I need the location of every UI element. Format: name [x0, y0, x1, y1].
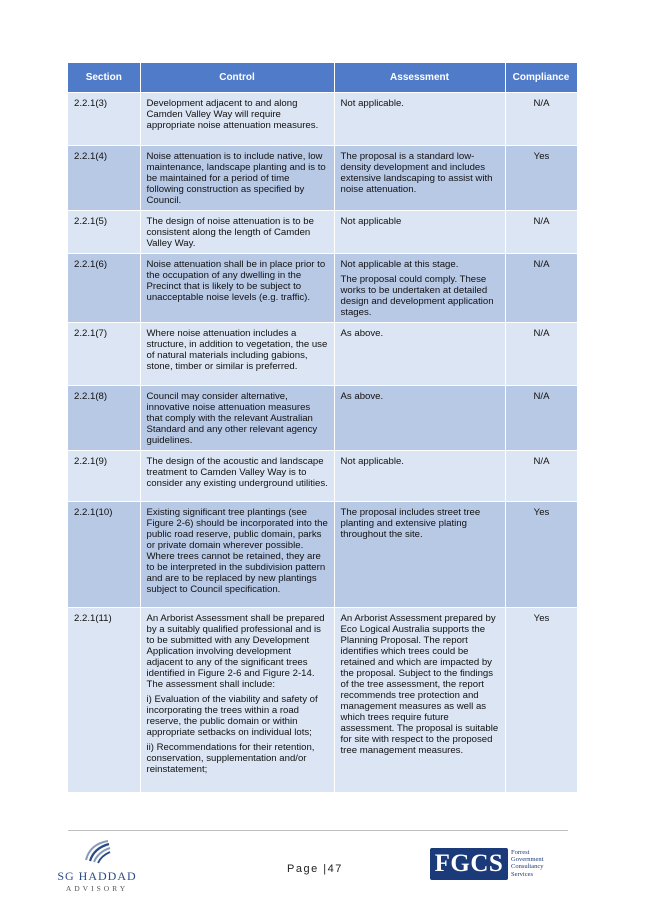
cell-control: [140, 254, 334, 323]
cell-section: 2.2.1(6): [68, 254, 140, 323]
cell-control: [140, 93, 334, 146]
cell-compliance: N/A: [505, 323, 577, 386]
cell-section: 2.2.1(3): [68, 93, 140, 146]
cell-section: 2.2.1(4): [68, 146, 140, 211]
table-row: [68, 451, 577, 502]
cell-control: [140, 146, 334, 211]
cell-assessment-paragraph: Not applicable: [340, 216, 402, 227]
cell-compliance: N/A: [505, 211, 577, 254]
header-compliance: Compliance: [505, 63, 577, 93]
cell-assessment-paragraph: The proposal could comply. These works to be undertaken at detailed design and development application stages.: [340, 274, 494, 318]
table-row: [68, 608, 577, 792]
fgcs-line: Services: [511, 870, 534, 878]
sg-haddad-name: SG HADDAD: [57, 869, 137, 883]
table-row: [68, 323, 577, 386]
cell-control: [140, 451, 334, 502]
cell-assessment-paragraph: The proposal is a standard low-density development and includes extensive landscaping to assist with noise attenuation.: [340, 151, 493, 195]
cell-control-paragraph: The design of the acoustic and landscape treatment to Camden Valley Way is to consider any existing underground utilities.: [146, 456, 328, 489]
footer-divider: [68, 830, 568, 831]
cell-compliance: N/A: [505, 254, 577, 323]
cell-control-paragraph: Council may consider alternative, innovative noise attenuation measures that comply with the relevant Australian Standard and any other relevant agency guidelines.: [146, 391, 318, 446]
cell-assessment: [334, 93, 505, 146]
cell-control: [140, 386, 334, 451]
cell-section: 2.2.1(7): [68, 323, 140, 386]
sg-haddad-emblem-icon: [82, 838, 112, 864]
table-row: [68, 211, 577, 254]
cell-assessment: [334, 386, 505, 451]
cell-assessment: [334, 323, 505, 386]
cell-assessment-paragraph: Not applicable.: [340, 456, 404, 467]
cell-control-paragraph: An Arborist Assessment shall be prepared by a suitably qualified professional and is to be submitted with any Development Application involving development adjacent to any of the significant trees identified in Figure 2-6 and Figure 2-14. The assessment shall include:: [146, 613, 325, 690]
fgcs-line: Forrest: [511, 849, 530, 856]
cell-control-paragraph: i) Evaluation of the viability and safety of incorporating the trees within a road reserve, the public domain or within appropriate setbacks on individual lots;: [146, 694, 318, 738]
cell-section: 2.2.1(5): [68, 211, 140, 254]
sg-haddad-logo: [52, 838, 142, 893]
header-control: Control: [140, 63, 334, 93]
sg-haddad-subtitle: ADVISORY: [65, 884, 129, 893]
table-row: [68, 386, 577, 451]
cell-compliance: Yes: [505, 502, 577, 608]
cell-compliance: N/A: [505, 386, 577, 451]
table-row: [68, 502, 577, 608]
cell-control-paragraph: Where noise attenuation includes a structure, in addition to vegetation, the use of natural materials including gabions, stone, timber or similar is preferred.: [146, 328, 328, 372]
cell-section: 2.2.1(11): [68, 608, 140, 792]
cell-assessment: [334, 254, 505, 323]
cell-assessment-paragraph: As above.: [340, 328, 384, 339]
cell-compliance: Yes: [505, 146, 577, 211]
table-row: [68, 146, 577, 211]
cell-assessment-paragraph: Not applicable at this stage.: [340, 259, 459, 270]
cell-control: [140, 502, 334, 608]
fgcs-line: Consultancy: [511, 863, 544, 871]
cell-control-paragraph: Noise attenuation shall be in place prior to the occupation of any dwelling in the Precinct that is likely to be subject to unacceptable noise levels (e.g. traffic).: [146, 259, 326, 303]
cell-compliance: N/A: [505, 451, 577, 502]
cell-assessment-paragraph: Not applicable.: [340, 98, 404, 109]
cell-compliance: N/A: [505, 93, 577, 146]
fgcs-acronym: FGCS: [430, 848, 508, 880]
cell-compliance: Yes: [505, 608, 577, 792]
page-number: Page |47: [287, 863, 343, 875]
cell-control-paragraph: ii) Recommendations for their retention, conservation, supplementation and/or reinstatement;: [146, 742, 315, 775]
table-header-row: [68, 63, 577, 93]
table-body: [68, 93, 577, 792]
table-row: [68, 93, 577, 146]
cell-control-paragraph: Development adjacent to and along Camden Valley Way will require appropriate noise attenuation measures.: [146, 98, 319, 131]
compliance-table: [68, 63, 578, 792]
cell-control-paragraph: The design of noise attenuation is to be consistent along the length of Camden Valley Way.: [146, 216, 314, 249]
cell-control: [140, 323, 334, 386]
cell-assessment-paragraph: The proposal includes street tree planting and extensive plating throughout the site.: [340, 507, 481, 540]
cell-assessment: [334, 451, 505, 502]
cell-assessment: [334, 502, 505, 608]
cell-assessment-paragraph: As above.: [340, 391, 384, 402]
cell-assessment: [334, 146, 505, 211]
cell-assessment-paragraph: An Arborist Assessment prepared by Eco Logical Australia supports the Planning Proposal. The report identifies which trees could be retained and which are impacted by the proposal. Subject to the findings of the tree assessment, the report recommends tree protection and management measures as well as which trees require future assessment. The proposal is suitable for site with respect to the proposed tree management measures.: [340, 613, 499, 756]
cell-section: 2.2.1(8): [68, 386, 140, 451]
fgcs-line: Government: [511, 856, 544, 864]
fgcs-fullname: [511, 849, 544, 878]
fgcs-logo: [430, 848, 568, 880]
header-section: Section: [68, 63, 140, 93]
cell-control-paragraph: Noise attenuation is to include native, low maintenance, landscape planting and is to be maintained for a period of time following construction as specified by Council.: [146, 151, 326, 206]
header-assessment: Assessment: [334, 63, 505, 93]
cell-section: 2.2.1(9): [68, 451, 140, 502]
cell-assessment: [334, 211, 505, 254]
table-row: [68, 254, 577, 323]
cell-control: [140, 211, 334, 254]
compliance-table-container: [68, 63, 577, 792]
cell-section: 2.2.1(10): [68, 502, 140, 608]
cell-control: [140, 608, 334, 792]
cell-control-paragraph: Existing significant tree plantings (see Figure 2-6) should be incorporated into the public road reserve, public domain, parks or private domain wherever possible. Where trees cannot be retained, they are to be interpreted in the subdivision pattern and are to be replaced by new plantings subject to Council specification.: [146, 507, 328, 595]
cell-assessment: [334, 608, 505, 792]
